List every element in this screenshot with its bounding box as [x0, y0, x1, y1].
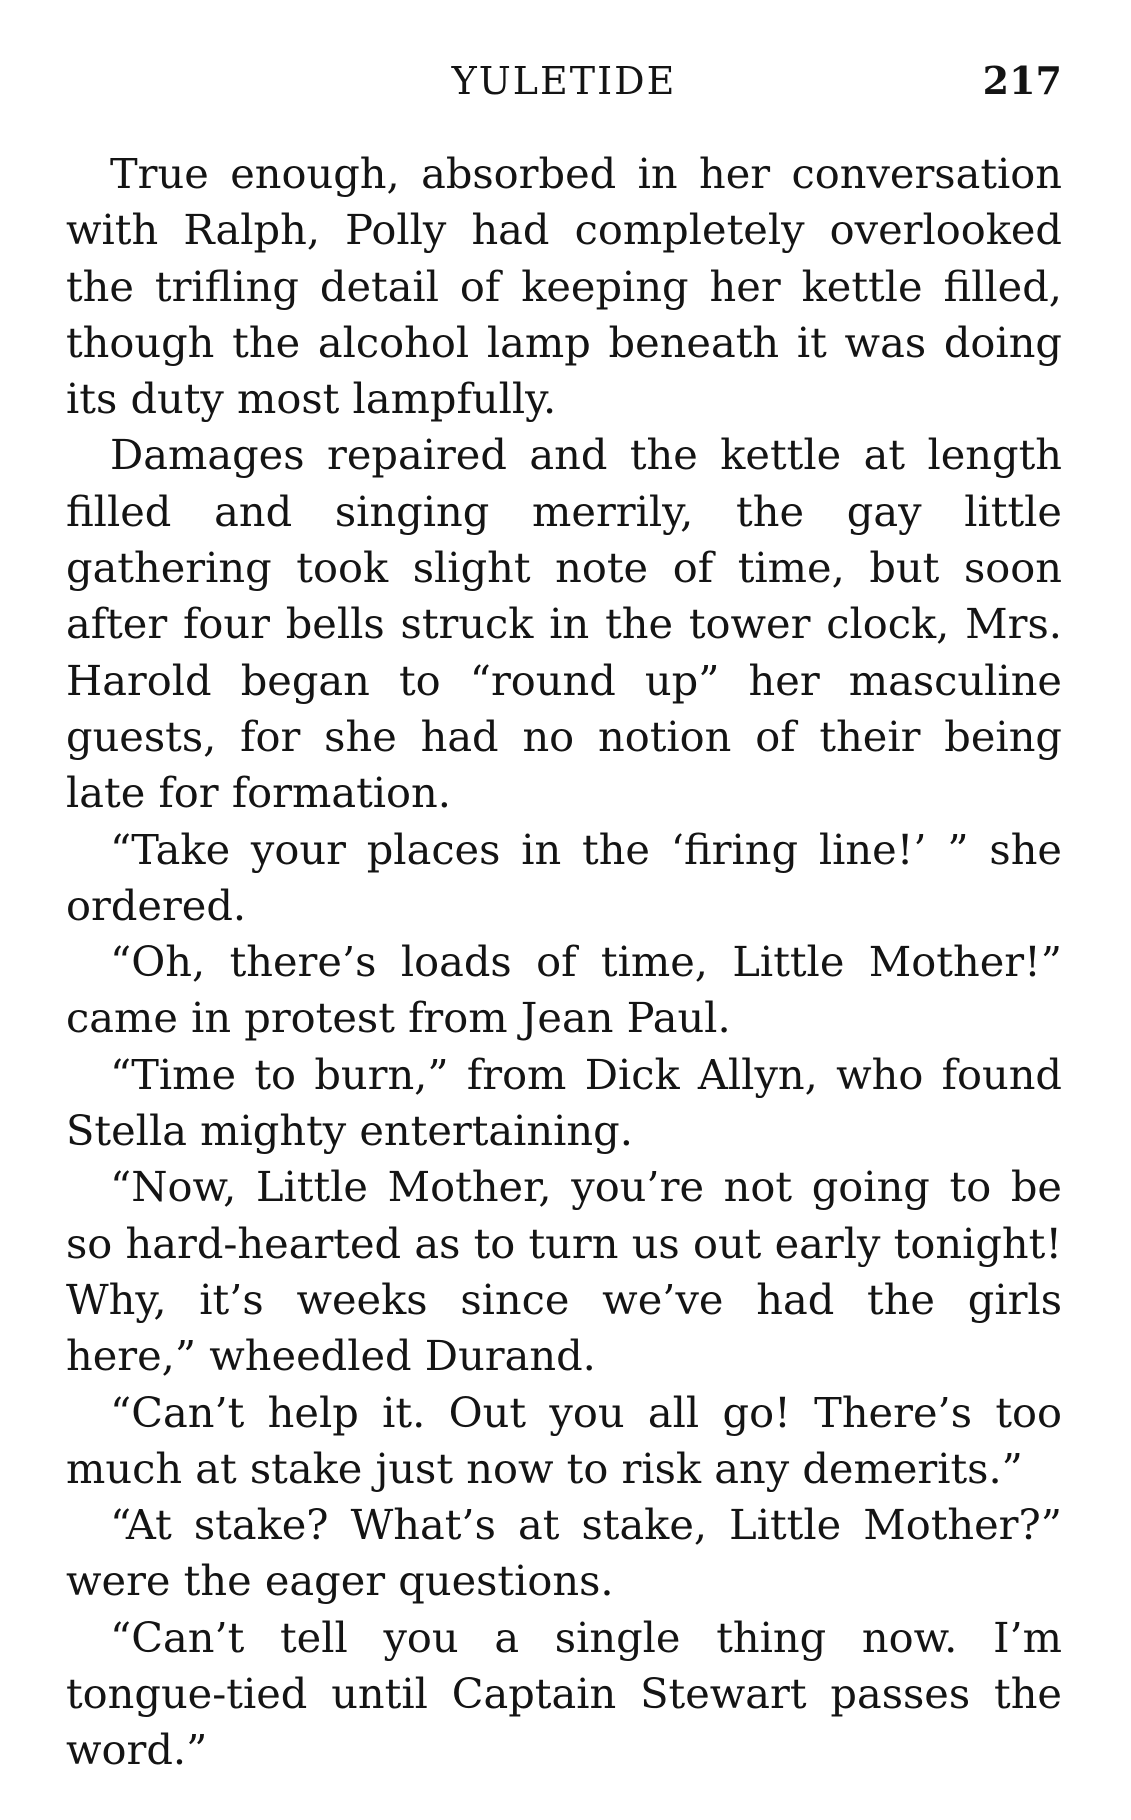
running-title: YULETIDE [451, 59, 677, 103]
paragraph: “Oh, there’s loads of time, Little Mother!” came in protest from Jean Paul. [66, 937, 1062, 1043]
paragraph: “Can’t help it. Out you all go! There’s too much at stake just now to risk any demerits.” [66, 1387, 1062, 1493]
paragraph: “Now, Little Mother, you’re not going to be so hard-hearted as to turn us out early tonight! Why, it’s weeks since we’ve had the girls here,” wheedled Durand. [66, 1162, 1062, 1381]
paragraph: True enough, absorbed in her conversation with Ralph, Polly had completely overlooked the trifling detail of keeping her kettle filled, though the alcohol lamp beneath it was doing its duty most lampfully. [66, 149, 1062, 424]
paragraph: Damages repaired and the kettle at length filled and singing merrily, the gay little gathering took slight note of time, but soon after four bells struck in the tower clock, Mrs. Harold began to “round up” her masculine guests, for she had no notion of their being late for formation. [66, 430, 1062, 818]
paragraph: “Time to burn,” from Dick Allyn, who found Stella mighty entertaining. [66, 1049, 1062, 1156]
paragraph: “Can’t tell you a single thing now. I’m tongue-tied until Captain Stewart passes the word.” [66, 1612, 1062, 1775]
running-head [66, 56, 1062, 106]
body-text [66, 146, 1062, 1779]
paragraph: “Take your places in the ‘firing line!’ ” she ordered. [66, 824, 1062, 930]
paragraph: “At stake? What’s at stake, Little Mother?” were the eager questions. [66, 1500, 1062, 1606]
page-number: 217 [982, 58, 1062, 103]
